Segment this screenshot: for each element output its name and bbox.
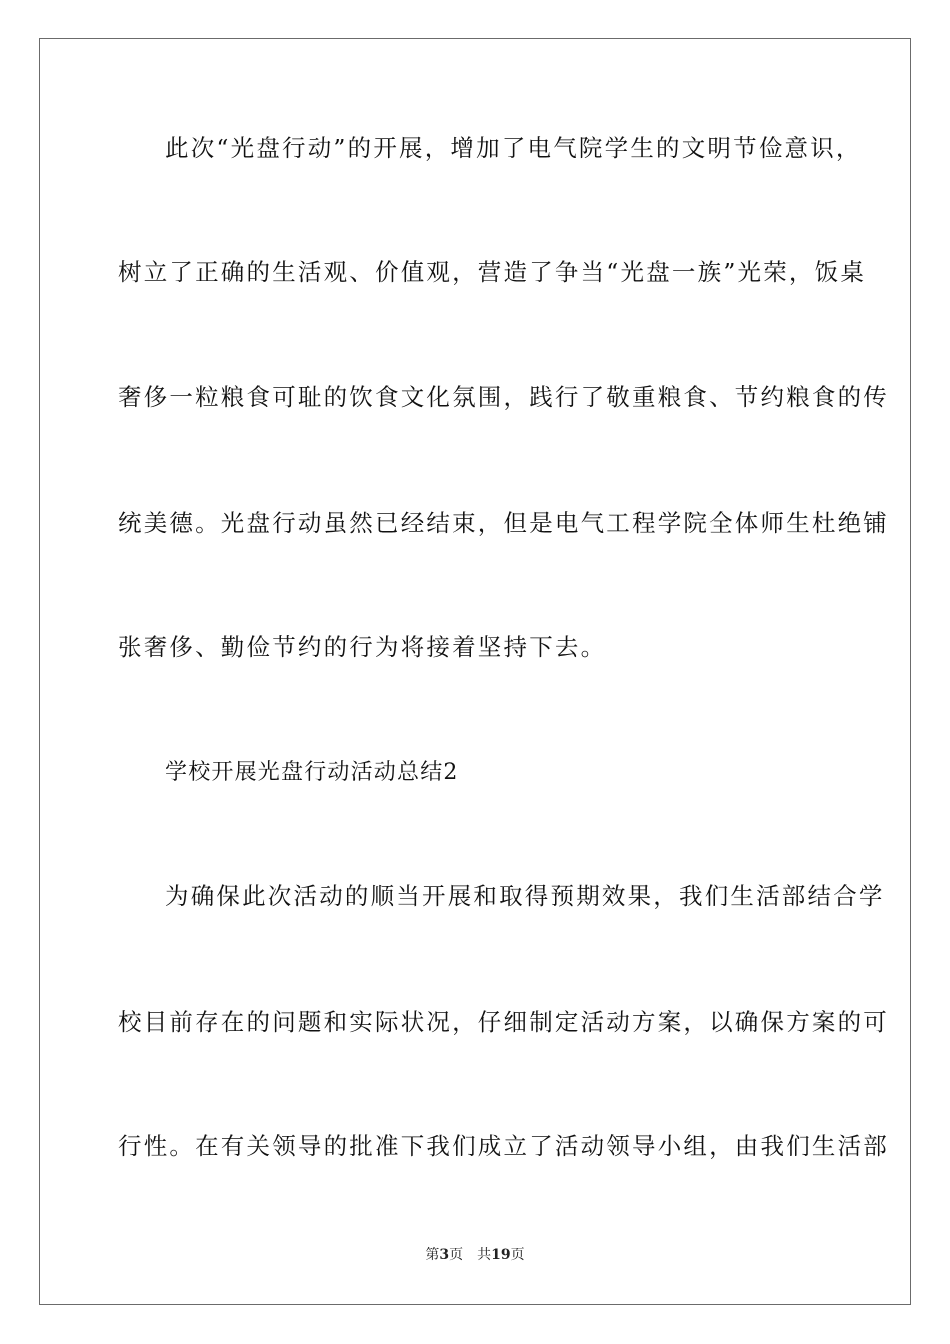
paragraph-2-line-1: 为确保此次活动的顺当开展和取得预期效果，我们生活部结合学 [165, 882, 885, 910]
page-suffix: 页 [449, 1247, 464, 1263]
page-footer [0, 1246, 950, 1264]
total-prefix: 共 [477, 1247, 492, 1263]
total-pages: 19 [491, 1247, 511, 1263]
paragraph-1-line-1: 此次“光盘行动”的开展，增加了电气院学生的文明节俭意识， [165, 134, 862, 162]
total-suffix: 页 [510, 1247, 525, 1263]
paragraph-1-line-5: 张奢侈、勤俭节约的行为将接着坚持下去。 [118, 633, 607, 661]
paragraph-1-line-2: 树立了正确的生活观、价值观，营造了争当“光盘一族”光荣，饭桌 [118, 258, 867, 286]
paragraph-2-line-2: 校目前存在的问题和实际状况，仔细制定活动方案，以确保方案的可 [118, 1008, 889, 1036]
paragraph-1-line-4: 统美德。光盘行动虽然已经结束，但是电气工程学院全体师生杜绝铺 [118, 509, 889, 537]
page-prefix: 第 [425, 1247, 440, 1263]
section-heading: 学校开展光盘行动活动总结2 [165, 760, 459, 785]
page-number: 3 [439, 1247, 450, 1263]
paragraph-2-line-3: 行性。在有关领导的批准下我们成立了活动领导小组，由我们生活部 [118, 1132, 889, 1160]
paragraph-1-line-3: 奢侈一粒粮食可耻的饮食文化氛围，践行了敬重粮食、节约粮食的传 [118, 383, 889, 411]
page-border [39, 38, 911, 1305]
